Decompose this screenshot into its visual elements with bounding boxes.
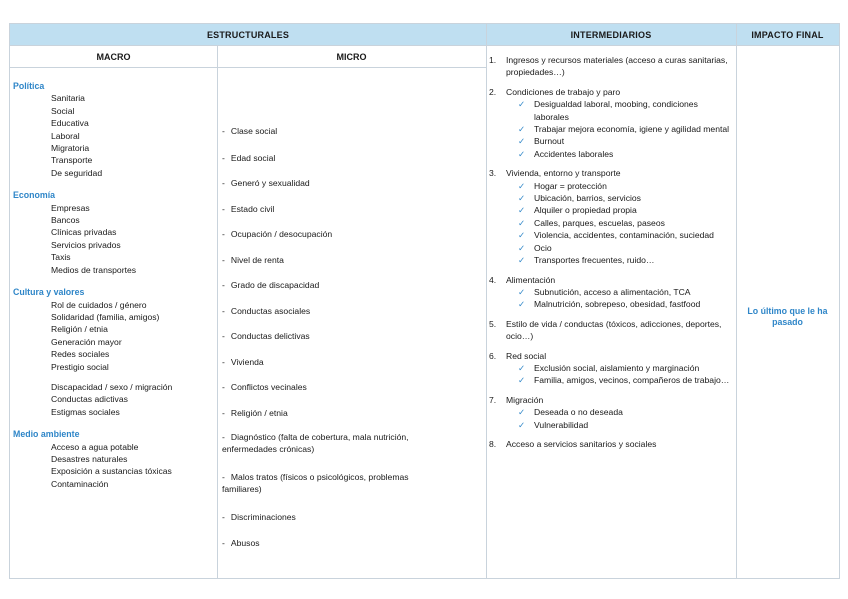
macro-item: Conductas adictivas [51, 394, 128, 405]
macro-item: Taxis [51, 252, 71, 263]
macro-section [13, 286, 216, 418]
macro-item: Contaminación [51, 478, 109, 489]
item-heading: Alimentación [506, 274, 556, 285]
check-icon: ✓ [518, 255, 526, 266]
dash-marker: - [222, 331, 225, 341]
macro-section-title: Cultura y valores [13, 287, 85, 298]
sub-item-text: Calles, parques, escuelas, paseos [534, 217, 665, 228]
item-heading: Estilo de vida / conductas (tóxicos, adicciones, deportes, ocio…) [506, 318, 722, 342]
intermediario-item [489, 438, 734, 450]
macro-item: Prestigio social [51, 361, 109, 372]
dash-marker: - [222, 280, 225, 290]
check-icon: ✓ [518, 180, 526, 191]
sub-item [506, 148, 734, 160]
sub-item [506, 406, 734, 418]
macro-item: Redes sociales [51, 349, 110, 360]
sub-item-text: Exclusión social, aislamiento y marginación [534, 362, 700, 373]
sub-item-text: Desigualdad laboral, moobing, condiciones laborales [534, 99, 698, 122]
micro-item-text: Conductas delictivas [230, 331, 310, 341]
micro-item [222, 356, 448, 368]
sub-item [506, 374, 734, 386]
micro-item-text: Conductas asociales [230, 306, 311, 316]
macro-section [13, 189, 216, 276]
intermediario-item [489, 274, 734, 311]
check-icon: ✓ [518, 286, 526, 297]
micro-item-text: Abusos [230, 538, 260, 548]
item-heading: Red social [506, 350, 547, 361]
check-icon: ✓ [518, 99, 526, 110]
macro-item: Estigmas sociales [51, 406, 120, 417]
macro-item: Bancos [51, 215, 80, 226]
sub-item [506, 192, 734, 204]
macro-section [13, 80, 216, 179]
sub-item-text: Accidentes laborales [534, 148, 614, 159]
sub-item-text: Trabajar mejora economía, igiene y agilidad mental [534, 124, 730, 135]
sub-item [506, 362, 734, 374]
macro-item: Discapacidad / sexo / migración [51, 381, 173, 392]
sub-item [506, 419, 734, 431]
sub-item-text: Burnout [534, 136, 565, 147]
sub-item-text: Malnutrición, sobrepeso, obesidad, fastfood [534, 299, 701, 310]
micro-item-text: Religión / etnia [230, 408, 288, 418]
dash-marker: - [222, 306, 225, 316]
dash-marker: - [222, 382, 225, 392]
dash-marker: - [222, 472, 225, 482]
item-heading: Ingresos y recursos materiales (acceso a curas sanitarias, propiedades…) [506, 55, 728, 78]
sub-item [506, 217, 734, 229]
micro-item-text: Vivienda [230, 357, 264, 367]
sub-item-text: Deseada o no deseada [534, 407, 623, 418]
impacto-final-text: Lo último que le ha pasado [747, 306, 828, 327]
intermediario-item [489, 318, 734, 343]
sub-item [506, 298, 734, 310]
item-number: 2. [489, 86, 497, 97]
intermediario-item [489, 54, 734, 79]
check-icon: ✓ [518, 136, 526, 147]
check-icon: ✓ [518, 124, 526, 135]
item-number: 6. [489, 350, 497, 361]
sub-item-text: Ubicación, barrios, servicios [534, 193, 641, 204]
sub-item-text: Familia, amigos, vecinos, compañeros de trabajo… [534, 375, 730, 386]
micro-item [222, 305, 448, 317]
macro-item: Solidaridad (familia, amigos) [51, 311, 160, 322]
macro-item: Transporte [51, 155, 93, 166]
macro-item: Sanitaria [51, 93, 85, 104]
micro-column [218, 68, 486, 578]
macro-item: Educativa [51, 118, 89, 129]
micro-item-text: Discriminaciones [230, 512, 296, 522]
subheader-micro: MICRO [217, 46, 486, 68]
determinants-table [9, 23, 840, 579]
sub-item [506, 242, 734, 254]
intermediario-item [489, 86, 734, 160]
micro-item [222, 330, 448, 342]
dash-marker: - [222, 126, 225, 136]
item-number: 3. [489, 168, 497, 179]
macro-item: Laboral [51, 130, 80, 141]
macro-section-title: Política [13, 81, 45, 91]
macro-item: Desastres naturales [51, 453, 128, 464]
item-number: 1. [489, 55, 497, 65]
micro-item [222, 177, 448, 189]
micro-item [222, 125, 448, 137]
check-icon: ✓ [518, 193, 526, 204]
micro-item [222, 152, 448, 164]
micro-item-text: Nivel de renta [230, 255, 284, 265]
check-icon: ✓ [518, 299, 526, 310]
micro-item [222, 431, 448, 456]
header-intermediarios: INTERMEDIARIOS [486, 24, 736, 46]
micro-item [222, 537, 448, 549]
check-icon: ✓ [518, 407, 526, 418]
intermediarios-column [489, 54, 734, 457]
micro-item [222, 254, 448, 266]
divider [736, 24, 737, 578]
item-number: 8. [489, 438, 497, 449]
micro-item-text: Grado de discapacidad [230, 280, 320, 290]
micro-item-text: Edad social [230, 153, 276, 163]
dash-marker: - [222, 357, 225, 367]
macro-item [13, 373, 216, 381]
micro-item [222, 381, 448, 393]
divider [486, 24, 487, 578]
check-icon: ✓ [518, 148, 526, 159]
sub-item-text: Vulnerabilidad [534, 419, 589, 430]
macro-item: Medios de transportes [51, 264, 137, 275]
dash-marker: - [222, 255, 225, 265]
micro-item-text: Clase social [230, 126, 278, 136]
sub-item [506, 135, 734, 147]
macro-column [13, 80, 216, 490]
sub-item [506, 123, 734, 135]
macro-item: Religión / etnia [51, 324, 108, 335]
sub-item-text: Hogar = protección [534, 180, 607, 191]
micro-item-text: Malos tratos (físicos o psicológicos, problemas familiares) [222, 472, 409, 495]
micro-item [222, 407, 448, 419]
sub-item [506, 180, 734, 192]
header-impacto-final: IMPACTO FINAL [736, 24, 839, 46]
item-heading: Acceso a servicios sanitarios y sociales [506, 438, 657, 449]
macro-section-title: Economía [13, 190, 56, 201]
dash-marker: - [222, 153, 225, 163]
sub-item [506, 98, 734, 123]
micro-item [222, 511, 448, 523]
check-icon: ✓ [518, 419, 526, 430]
micro-item-text: Diagnóstico (falta de cobertura, mala nutrición, enfermedades crónicas) [222, 432, 409, 455]
sub-item [506, 229, 734, 241]
micro-item-text: Generó y sexualidad [230, 178, 310, 188]
macro-item: Clínicas privadas [51, 227, 117, 238]
sub-item-text: Subnutición, acceso a alimentación, TCA [534, 286, 691, 297]
intermediario-item [489, 394, 734, 431]
macro-item: Acceso a agua potable [51, 441, 139, 452]
dash-marker: - [222, 432, 225, 442]
micro-item [222, 471, 448, 496]
check-icon: ✓ [518, 230, 526, 241]
macro-item: Empresas [51, 202, 90, 213]
micro-item-text: Conflictos vecinales [230, 382, 307, 392]
check-icon: ✓ [518, 362, 526, 373]
item-heading: Condiciones de trabajo y paro [506, 86, 621, 97]
subheader-macro: MACRO [10, 46, 217, 68]
item-number: 4. [489, 274, 497, 285]
header-estructurales: ESTRUCTURALES [10, 24, 486, 46]
macro-item: Exposición a sustancias tóxicas [51, 466, 172, 477]
sub-item-text: Transportes frecuentes, ruido… [534, 255, 655, 266]
dash-marker: - [222, 408, 225, 418]
check-icon: ✓ [518, 242, 526, 253]
macro-item: Servicios privados [51, 239, 121, 250]
dash-marker: - [222, 229, 225, 239]
dash-marker: - [222, 204, 225, 214]
sub-item-text: Alquiler o propiedad propia [534, 205, 637, 216]
micro-item [222, 228, 448, 240]
macro-item: Rol de cuidados / género [51, 299, 147, 310]
intermediario-item [489, 167, 734, 266]
item-number: 5. [489, 318, 497, 329]
dash-marker: - [222, 512, 225, 522]
micro-item-text: Ocupación / desocupación [230, 229, 333, 239]
dash-marker: - [222, 178, 225, 188]
check-icon: ✓ [518, 205, 526, 216]
item-number: 7. [489, 394, 497, 405]
micro-item-text: Estado civil [230, 204, 275, 214]
item-heading: Vivienda, entorno y transporte [506, 168, 621, 179]
check-icon: ✓ [518, 217, 526, 228]
sub-item [506, 254, 734, 266]
macro-item: Social [51, 105, 75, 116]
macro-item: Migratoria [51, 143, 90, 154]
macro-section-title: Medio ambiente [13, 429, 80, 440]
micro-item [222, 203, 448, 215]
sub-item [506, 204, 734, 216]
dash-marker: - [222, 538, 225, 548]
macro-item: De seguridad [51, 167, 103, 178]
sub-item-text: Ocio [534, 242, 552, 253]
intermediario-item [489, 350, 734, 387]
item-heading: Migración [506, 394, 544, 405]
sub-item [506, 286, 734, 298]
macro-item: Generación mayor [51, 336, 122, 347]
macro-section [13, 428, 216, 490]
check-icon: ✓ [518, 375, 526, 386]
micro-item [222, 279, 448, 291]
sub-item-text: Violencia, accidentes, contaminación, suciedad [534, 230, 714, 241]
